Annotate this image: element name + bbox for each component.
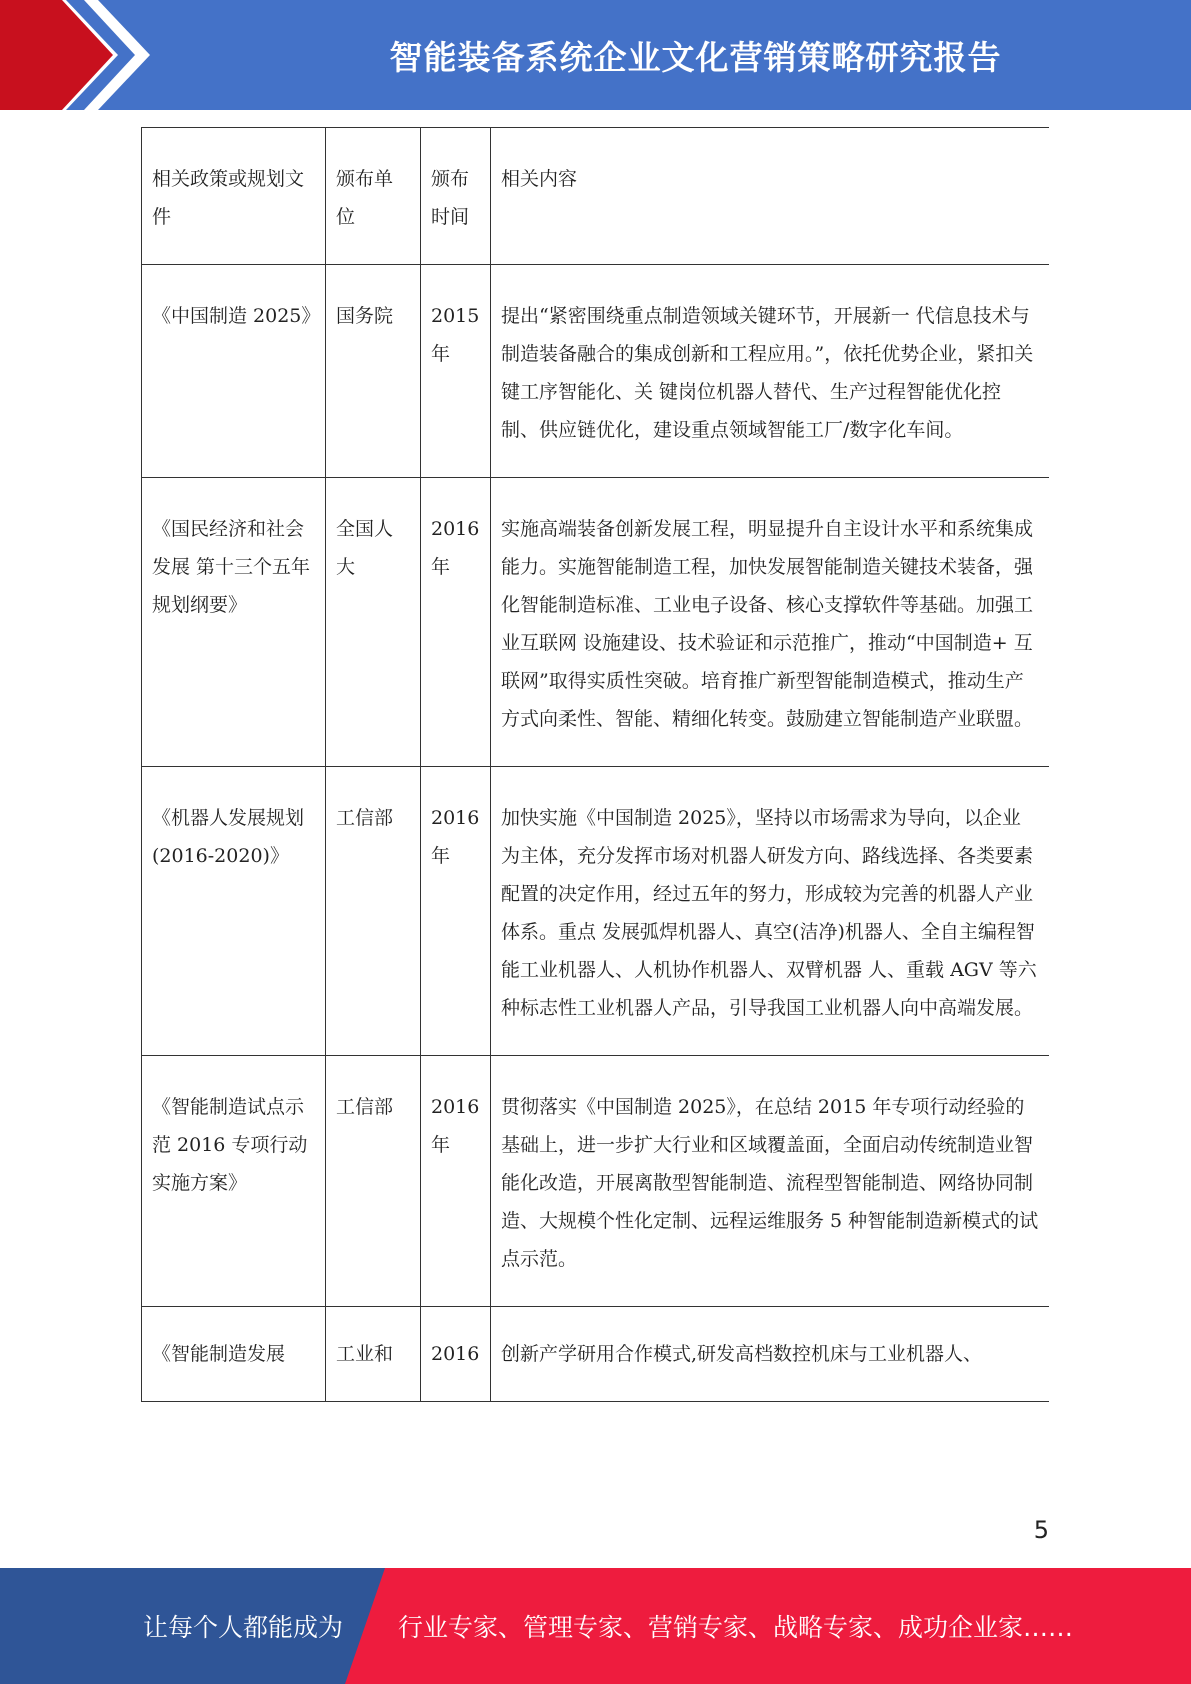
page-footer — [0, 1568, 1191, 1684]
table-row — [142, 767, 1050, 1056]
table-row — [142, 1307, 1050, 1402]
footer-slogan-left: 让每个人都能成为 — [143, 1613, 344, 1642]
table-row — [142, 1056, 1050, 1307]
header-cell-issuer: 颁布单位 — [326, 128, 421, 265]
cell-content: 提出“紧密围绕重点制造领域关键环节，开展新一 代信息技术与制造装备融合的集成创新和工程应用。”，依托优势企业，紧扣关键工序智能化、关 键岗位机器人替代、生产过程智能优化控制、供应链优化，建设重点领域智能工厂/数字化车间。 — [491, 265, 1050, 478]
cell-date: 2015 年 — [421, 265, 491, 478]
cell-document: 《智能制造发展 — [142, 1307, 326, 1402]
cell-document: 《中国制造 2025》 — [142, 265, 326, 478]
report-title: 智能装备系统企业文化营销策略研究报告 — [389, 37, 1002, 77]
table-header-row — [142, 128, 1050, 265]
cell-issuer: 工信部 — [326, 767, 421, 1056]
header-arrow-decoration — [0, 0, 150, 110]
cell-document: 《智能制造试点示范 2016 专项行动实施方案》 — [142, 1056, 326, 1307]
page-number: 5 — [1033, 1516, 1049, 1544]
footer-slogan-right: 行业专家、管理专家、营销专家、战略专家、成功企业家…… — [398, 1613, 1074, 1642]
cell-date: 2016 年 — [421, 767, 491, 1056]
cell-issuer: 全国人大 — [326, 478, 421, 767]
cell-date: 2016 年 — [421, 1056, 491, 1307]
cell-issuer: 工业和 — [326, 1307, 421, 1402]
cell-document: 《机器人发展规划(2016-2020)》 — [142, 767, 326, 1056]
cell-content: 创新产学研用合作模式,研发高档数控机床与工业机器人、 — [491, 1307, 1050, 1402]
header-cell-content: 相关内容 — [491, 128, 1050, 265]
policy-table — [141, 127, 1049, 1402]
table-row — [142, 265, 1050, 478]
cell-date: 2016 — [421, 1307, 491, 1402]
cell-document: 《国民经济和社会发展 第十三个五年规划纲要》 — [142, 478, 326, 767]
policy-table-wrapper — [141, 127, 1049, 1503]
cell-date: 2016 年 — [421, 478, 491, 767]
header-cell-date: 颁布时间 — [421, 128, 491, 265]
cell-issuer: 国务院 — [326, 265, 421, 478]
page-header — [0, 0, 1191, 110]
header-cell-document: 相关政策或规划文件 — [142, 128, 326, 265]
cell-content: 实施高端装备创新发展工程，明显提升自主设计水平和系统集成能力。实施智能制造工程，加快发展智能制造关键技术装备，强化智能制造标准、工业电子设备、核心支撑软件等基础。加强工业互联网 设施建设、技术验证和示范推广，推动“中国制造+ 互联网”取得实质性突破。培育推广新型智能制造模式，推动生产方式向柔性、智能、精细化转变。鼓励建立智能制造产业联盟。 — [491, 478, 1050, 767]
cell-content: 贯彻落实《中国制造 2025》，在总结 2015 年专项行动经验的基础上，进一步扩大行业和区域覆盖面，全面启动传统制造业智能化改造，开展离散型智能制造、流程型智能制造、网络协同制造、大规模个性化定制、远程运维服务 5 种智能制造新模式的试点示范。 — [491, 1056, 1050, 1307]
table-row — [142, 478, 1050, 767]
cell-issuer: 工信部 — [326, 1056, 421, 1307]
cell-content: 加快实施《中国制造 2025》，坚持以市场需求为导向，以企业为主体，充分发挥市场对机器人研发方向、路线选择、各类要素配置的决定作用，经过五年的努力，形成较为完善的机器人产业体系。重点 发展弧焊机器人、真空(洁净)机器人、全自主编程智能工业机器人、人机协作机器人、双臂机器 人、重载 AGV 等六种标志性工业机器人产品，引导我国工业机器人向中高端发展。 — [491, 767, 1050, 1056]
